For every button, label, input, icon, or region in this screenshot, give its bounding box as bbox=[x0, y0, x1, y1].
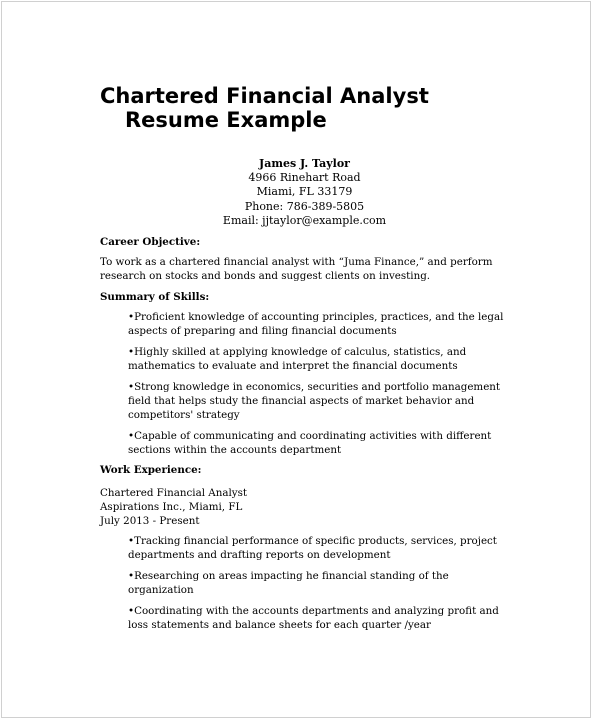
skill-line: •Capable of communicating and coordinating activities with different bbox=[128, 430, 492, 442]
skills-heading: Summary of Skills: bbox=[100, 291, 210, 303]
company-name: Aspirations Inc., Miami, FL bbox=[100, 501, 243, 514]
duty-item bbox=[128, 604, 499, 632]
title-line-1: Chartered Financial Analyst bbox=[100, 84, 429, 108]
skill-line: sections within the accounts department bbox=[128, 444, 342, 457]
email-address: Email: jjtaylor@example.com bbox=[222, 213, 387, 227]
title-line-2: Resume Example bbox=[125, 108, 327, 132]
career-objective-heading: Career Objective: bbox=[100, 236, 201, 248]
duty-line: loss statements and balance sheets for each quarter /year bbox=[128, 619, 431, 632]
duty-line: •Researching on areas impacting he financial standing of the bbox=[128, 570, 449, 582]
career-objective-text bbox=[100, 255, 492, 283]
duty-line: •Coordinating with the accounts departments and analyzing profit and bbox=[128, 605, 499, 617]
work-experience-heading: Work Experience: bbox=[100, 464, 202, 476]
duty-line: departments and drafting reports on development bbox=[128, 549, 391, 562]
duty-line: organization bbox=[128, 584, 194, 597]
skill-line: mathematics to evaluate and interpret the financial documents bbox=[128, 360, 458, 373]
city-state-zip: Miami, FL 33179 bbox=[256, 185, 353, 199]
objective-line: research on stocks and bonds and suggest clients on investing. bbox=[100, 270, 431, 283]
document-title bbox=[100, 84, 520, 132]
candidate-name: James J. Taylor bbox=[259, 157, 350, 170]
skill-item bbox=[128, 310, 503, 338]
skill-item bbox=[128, 429, 491, 457]
duty-item bbox=[128, 569, 449, 597]
skill-line: •Proficient knowledge of accounting principles, practices, and the legal bbox=[128, 311, 504, 323]
resume-page bbox=[1, 1, 591, 718]
job-title: Chartered Financial Analyst bbox=[100, 487, 248, 499]
phone-number: Phone: 786-389-5805 bbox=[244, 199, 365, 213]
skill-line: competitors' strategy bbox=[128, 409, 240, 422]
skill-line: •Highly skilled at applying knowledge of calculus, statistics, and bbox=[128, 346, 467, 358]
skill-line: aspects of preparing and filing financial documents bbox=[128, 325, 397, 338]
skill-item bbox=[128, 380, 500, 423]
duty-line: •Tracking financial performance of specific products, services, project bbox=[128, 535, 497, 547]
job-details bbox=[100, 486, 247, 529]
skill-line: •Strong knowledge in economics, securities and portfolio management bbox=[128, 381, 501, 393]
street-address: 4966 Rinehart Road bbox=[248, 171, 361, 185]
skill-line: field that helps study the financial aspects of market behavior and bbox=[128, 395, 475, 408]
employment-dates: July 2013 - Present bbox=[100, 515, 200, 528]
duty-item bbox=[128, 534, 497, 562]
skill-item bbox=[128, 345, 466, 373]
contact-block bbox=[202, 157, 407, 228]
objective-line: To work as a chartered financial analyst with “Juma Finance,” and perform bbox=[100, 256, 493, 268]
